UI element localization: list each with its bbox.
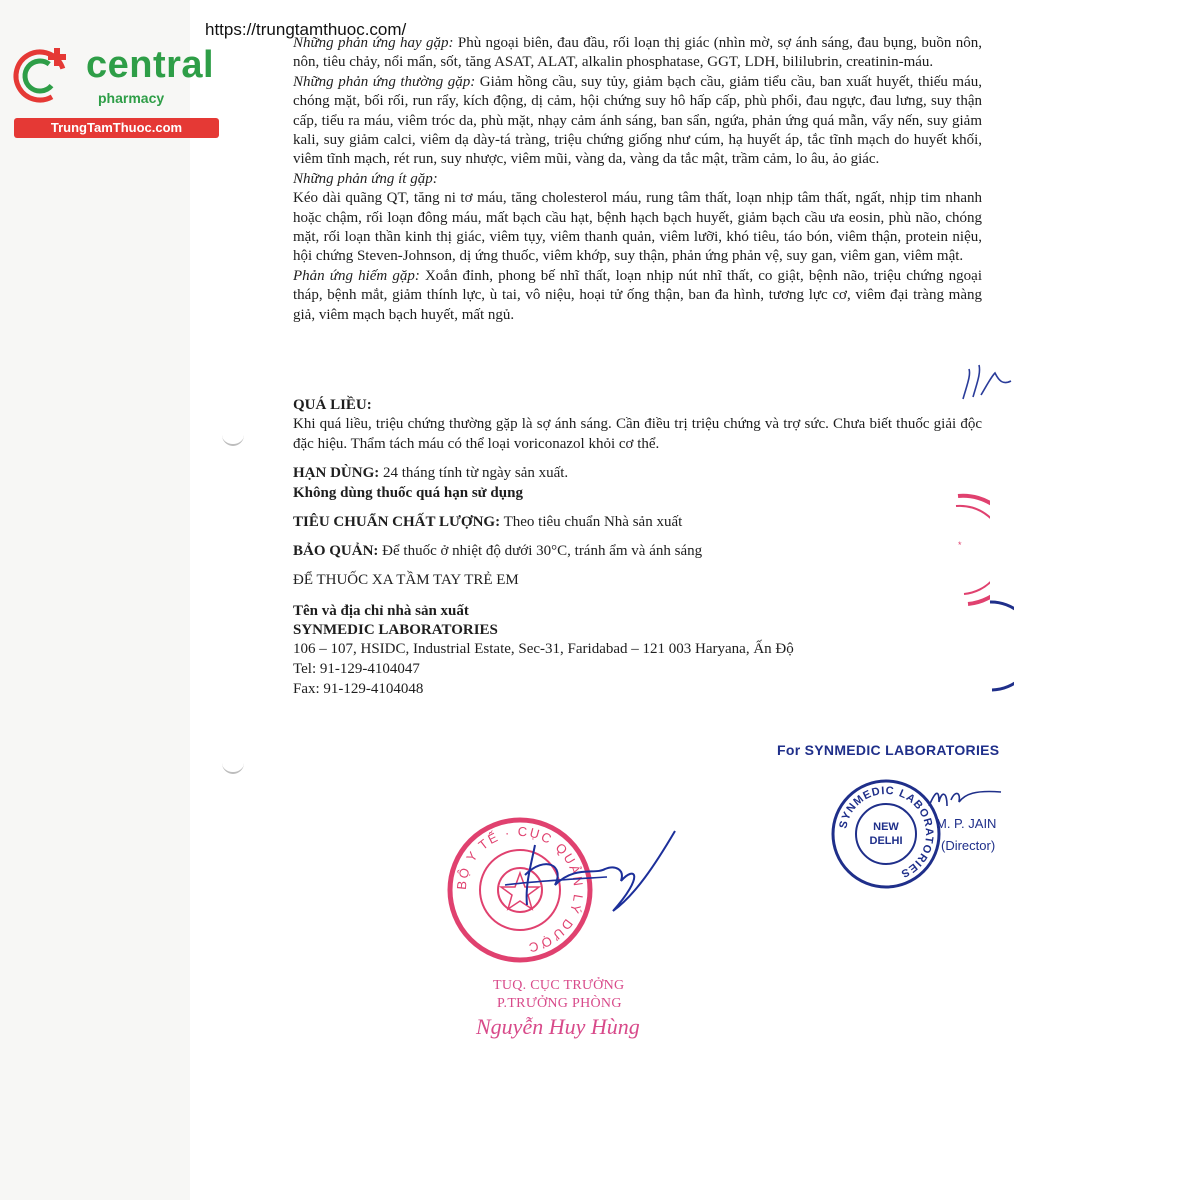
- for-company-label: For SYNMEDIC LABORATORIES: [777, 742, 1000, 758]
- rare-text: Xoắn đỉnh, phong bế nhĩ thất, loạn nhịp nút nhĩ thất, co giật, bệnh não, triệu chứng ngoại tháp, bệnh mắt, giảm thính lực, ù tai, vô niệu, hoại tử ống thận, ban đa hình, tương lực cơ, viêm đại tràng màng giả, viêm mạch bạch huyết, mất ngủ.: [293, 267, 982, 323]
- official-signature: [495, 825, 680, 925]
- partial-blue-stamp: [984, 598, 1014, 694]
- quality-label: TIÊU CHUẨN CHẤT LƯỢNG:: [293, 514, 501, 530]
- storage: [293, 542, 702, 562]
- frequent-label: Những phản ứng thường gặp:: [293, 73, 476, 90]
- company-stamp-ring: SYNMEDIC LABORATORIES: [837, 784, 936, 880]
- uncommon-text: Kéo dài quãng QT, tăng ni tơ máu, tăng cholesterol máu, rung tâm thất, loạn nhịp tâm thất, ngất, nhịp tim nhanh hoặc chậm, rối loạn đông máu, mất bạch cầu hạt, bệnh hạch bạch huyết, giảm bạch cầu ưa eosin, phù não, chóng mặt, rối loạn thần kinh thị giác, viêm tụy, viêm thanh quản, viêm lưỡi, khó tiêu, táo bón, viêm thận, protein niệu, hội chứng Steven-Johnson, dị ứng thuốc, viêm khớp, suy thận, phản ứng phản vệ, suy gan, viêm gan, viêm mật.: [293, 190, 982, 265]
- director-name: M. P. JAIN: [936, 816, 997, 831]
- children-warning: ĐỂ THUỐC XA TẦM TAY TRẺ EM: [293, 572, 519, 588]
- frequent-reactions: [293, 73, 982, 170]
- manufacturer-heading: Tên và địa chỉ nhà sản xuất: [293, 603, 469, 619]
- ministry-stamp-ring: BỘ Y TẾ · CỤC QUẢN LÝ DƯỢC: [453, 823, 587, 956]
- company-stamp-center-2: DELHI: [869, 835, 903, 847]
- uncommon-label: Những phản ứng ít gặp:: [293, 170, 438, 187]
- overdose-text: Khi quá liều, triệu chứng thường gặp là sợ ánh sáng. Cần điều trị triệu chứng và trợ sức. Chưa biết thuốc giải độc đặc hiệu. Thẩm tách máu có thể loại voriconazol khỏi cơ thể.: [293, 416, 982, 452]
- pharmacy-cross-icon: [10, 42, 74, 106]
- overdose-heading: QUÁ LIỀU:: [293, 397, 372, 413]
- shelf-life-value: 24 tháng tính từ ngày sản xuất.: [379, 465, 569, 481]
- partial-red-stamp: [930, 490, 990, 610]
- brand-subtitle: pharmacy: [98, 90, 165, 106]
- website-badge: TrungTamThuoc.com: [14, 118, 219, 138]
- quality-value: Theo tiêu chuẩn Nhà sản xuất: [500, 514, 683, 530]
- common-label: Những phản ứng hay gặp:: [293, 35, 454, 51]
- rare-reactions: [293, 267, 982, 325]
- brand-name: central: [86, 44, 215, 86]
- storage-value: Để thuốc ở nhiệt độ dưới 30°C, tránh ẩm và ánh sáng: [378, 543, 703, 559]
- watermark-logo: [10, 38, 215, 138]
- svg-text:*: *: [958, 540, 962, 550]
- manufacturer-fax: Fax: 91-129-4104048: [293, 681, 424, 697]
- manufacturer-address: 106 – 107, HSIDC, Industrial Estate, Sec-31, Faridabad – 121 003 Haryana, Ấn Độ: [293, 641, 794, 657]
- margin-initials-signature: [955, 355, 1015, 405]
- official-name: Nguyễn Huy Hùng: [476, 1014, 640, 1039]
- source-url[interactable]: https://trungtamthuoc.com/: [205, 20, 407, 39]
- shelf-life-label: HẠN DÙNG:: [293, 465, 380, 481]
- manufacturer-tel: Tel: 91-129-4104047: [293, 661, 420, 677]
- expiry-warning: Không dùng thuốc quá hạn sử dụng: [293, 485, 523, 501]
- company-stamp-center-1: NEW: [873, 821, 899, 833]
- adverse-reactions-section: [293, 34, 982, 325]
- frequent-text: Giảm hồng cầu, suy tủy, giảm bạch cầu, giảm tiểu cầu, ban xuất huyết, thiếu máu, chóng mặt, bối rối, run rẩy, kích động, dị cảm, hội chứng suy hô hấp cấp, phù phổi, đau ngực, đau lưng, suy thận cấp, tiểu ra máu, viêm tróc da, phù mặt, nhạy cảm ánh sáng, ban sẩn, ngứa, phản ứng quá mẫn, vẩy nến, suy giảm kali, suy giảm calci, viêm dạ dày-tá tràng, triệu chứng giống như cúm, hạ huyết áp, tắc tĩnh mạch do huyết khối, viêm tĩnh mạch, rét run, suy nhược, viêm mũi, vàng da, vàng da tắc mật, trầm cảm, lo âu, ảo giác.: [293, 73, 982, 168]
- common-text: Phù ngoại biên, đau đầu, rối loạn thị giác (nhìn mờ, sợ ánh sáng, đau bụng, buồn nôn, nôn, tiêu chảy, nổi mẩn, sốt, tăng ASAT, ALAT, alkalin phosphatase, GGT, LDH, bililubrin, creatinin-máu.: [293, 35, 982, 71]
- storage-label: BẢO QUẢN:: [293, 543, 379, 559]
- rare-label: Phản ứng hiếm gặp:: [293, 267, 420, 284]
- quality-standard: [293, 513, 682, 533]
- director-signature: [925, 782, 1005, 816]
- official-title-1: TUQ. CỤC TRƯỞNG: [493, 978, 625, 993]
- official-title-2: P.TRƯỞNG PHÒNG: [497, 996, 622, 1011]
- manufacturer-name: SYNMEDIC LABORATORIES: [293, 622, 498, 638]
- shelf-life: [293, 464, 568, 484]
- director-title: (Director): [941, 838, 996, 853]
- common-reactions: [293, 34, 982, 73]
